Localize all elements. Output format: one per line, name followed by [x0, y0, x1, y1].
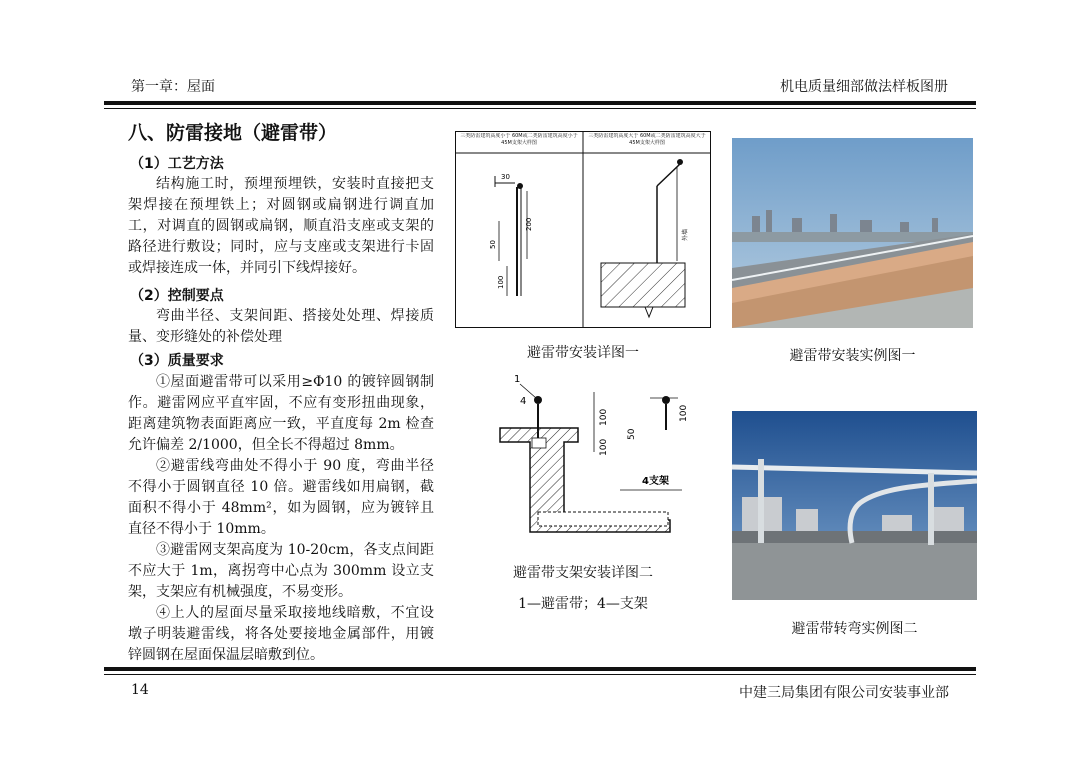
chapter-title: 第一章：屋面: [131, 79, 215, 95]
fig1-header-right: 三类防雷建筑高度大于 60M或二类防雷建筑高度大于 45M支架大样图: [588, 133, 706, 146]
requirement-4: ④上人的屋面尽量采取接地线暗敷，不宜设墩子明装避雷线，将各处要接地金属部件，用镀锌圆钢在屋面保温层暗敷到位。: [128, 605, 434, 663]
control-paragraph: 弯曲半径、支架间距、搭接处处理、焊接质量、变形缝处的补偿处理: [128, 308, 434, 345]
footer-rule-thin: [104, 674, 976, 675]
section-title: 八、防雷接地（避雷带）: [128, 122, 338, 144]
fig2-dim-a: 100: [599, 408, 609, 426]
fig1-dim-50: 50: [489, 240, 497, 249]
fig2-dim-c: 50: [627, 428, 637, 440]
fig2-label-1: 1: [514, 374, 521, 385]
fig2-legend: 1—避雷带；4—支架: [518, 596, 648, 612]
fig2-dim-d: 100: [679, 404, 689, 422]
requirement-3: ③避雷网支架高度为 10-20cm，各支点间距不应大于 1m，离拐弯中心点为 300mm 设立支架，支架应有机械强度，不易变形。: [128, 542, 434, 600]
photo1-caption: 避雷带安装实例图一: [789, 348, 916, 364]
rooftop-lightning-strip-photo-1: [732, 138, 973, 328]
fig1-header-left: 三类防雷建筑高度小于 60M或二类防雷建筑高度小于 45M支架大样图: [460, 133, 578, 146]
requirement-1: ①屋面避雷带可以采用≥Φ10 的镀锌圆钢制作。避雷网应平直牢固，不应有变形扭曲现象，距离建筑物表面距离应一致，平直度每 2m 检查允许偏差 2/1000，但全长不得超过 8mm。: [128, 374, 434, 453]
fig2-dim-b: 100: [599, 438, 609, 456]
fig1-caption: 避雷带安装详图一: [527, 345, 639, 361]
fig1-dim-30: 30: [501, 173, 510, 181]
fig2-caption: 避雷带支架安装详图二: [513, 565, 653, 581]
book-title: 机电质量细部做法样板图册: [780, 79, 948, 95]
installation-detail-drawing-1: [455, 131, 711, 328]
fig2-label-4: 4: [520, 396, 527, 407]
subheading-quality: （3）质量要求: [130, 353, 224, 369]
photo2-caption: 避雷带转弯实例图二: [791, 621, 918, 637]
fig1-dim-200: 200: [525, 217, 533, 231]
page-number: 14: [131, 682, 149, 698]
fig1-side-label: 外墙: [682, 228, 689, 241]
subheading-control: （2）控制要点: [130, 288, 224, 304]
subheading-method: （1）工艺方法: [130, 156, 224, 172]
requirement-2: ②避雷线弯曲处不得小于 90 度，弯曲半径不得小于圆钢直径 10 倍。避雷线如用扁钢，截面积不得小于 48mm²，如为圆钢，应为镀锌且直径不得小于 10mm。: [128, 458, 434, 537]
lightning-strip-bend-photo-2: [732, 411, 977, 600]
quality-requirements: [128, 372, 434, 666]
publisher-name: 中建三局集团有限公司安装事业部: [739, 685, 949, 701]
footer-rule: [104, 667, 976, 671]
support-detail-drawing-2: [490, 370, 700, 550]
fig2-support-label: 4支架: [642, 476, 669, 487]
header-rule: [104, 101, 976, 105]
method-paragraph: 结构施工时，预埋预埋铁，安装时直接把支架焊接在预埋铁上；对圆钢或扁钢进行调直加工，对调直的圆钢或扁钢，顺直沿支座或支架的路径进行敷设；同时，应与支座或支架进行卡固或焊接连成一体，并同引下线焊接好。: [128, 176, 434, 276]
header-rule-thin: [104, 108, 976, 109]
fig1-dim-100: 100: [497, 275, 505, 289]
